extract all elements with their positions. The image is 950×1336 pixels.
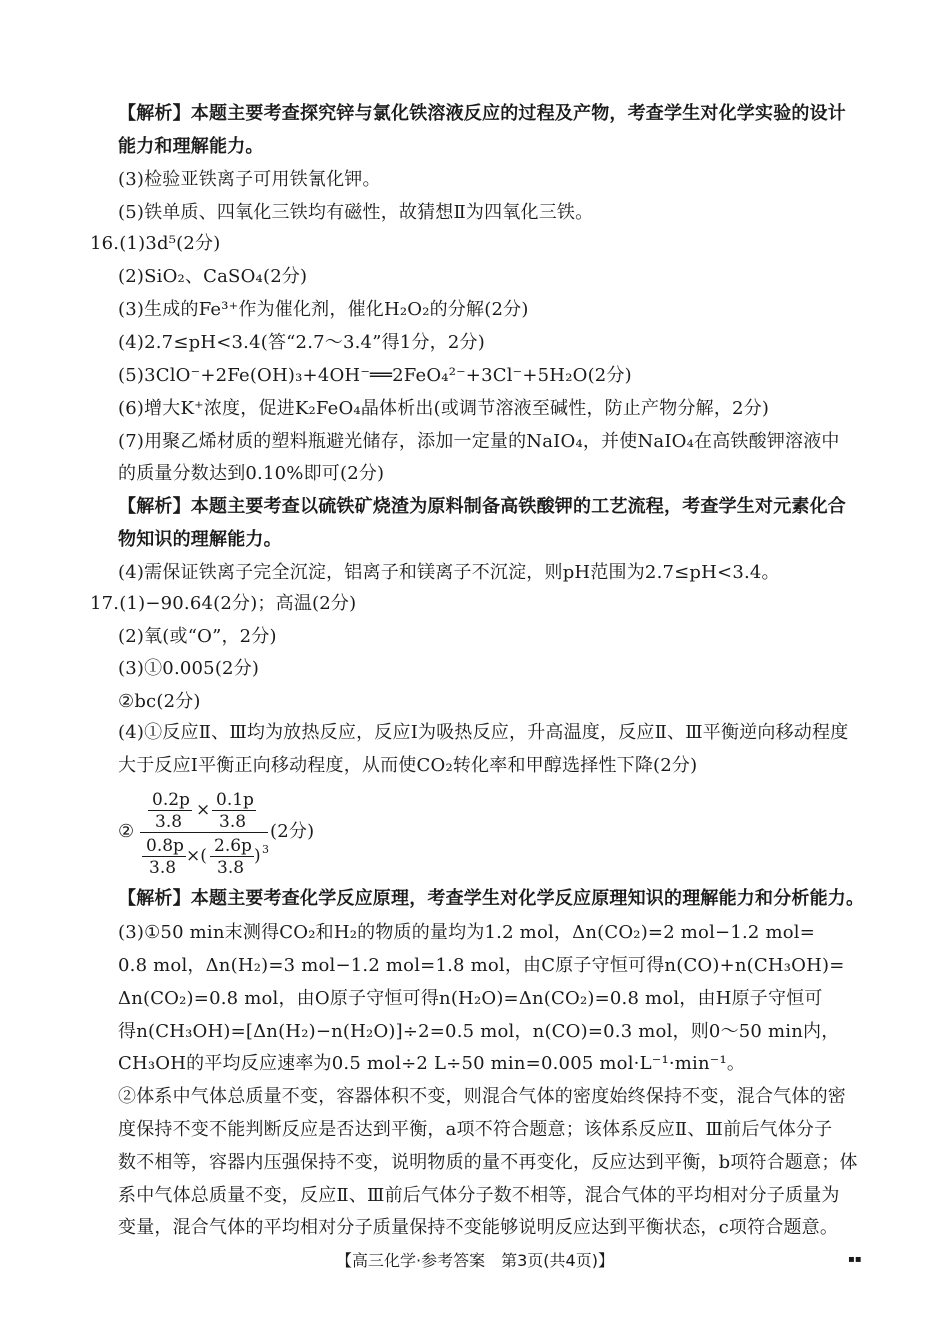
- text-line: 【解析】本题主要考查化学反应原理，考查学生对化学反应原理知识的理解能力和分析能力。: [118, 888, 865, 909]
- formula-label: ②: [118, 821, 135, 842]
- text-line: 变量，混合气体的平均相对分子质量保持不变能够说明反应达到平衡状态，c项符合题意。: [118, 1217, 839, 1238]
- num-a-top: 0.2p: [152, 790, 190, 810]
- text-line: 能力和理解能力。: [118, 136, 264, 157]
- text-line: (3)生成的Fe³⁺作为催化剂，催化H₂O₂的分解(2分): [118, 299, 529, 320]
- main-fraction-bar: [140, 832, 268, 833]
- text-line: ②bc(2分): [118, 691, 201, 712]
- text-line: CH₃OH的平均反应速率为0.5 mol÷2 L÷50 min=0.005 mol·L⁻¹·min⁻¹。: [118, 1053, 746, 1074]
- num-b-top: 0.1p: [216, 790, 254, 810]
- formula-score: (2分): [270, 821, 315, 842]
- text-line: (7)用聚乙烯材质的塑料瓶避光储存，添加一定量的NaIO₄，并使NaIO₄在高铁酸钾溶液中: [118, 431, 840, 452]
- text-line: 【解析】本题主要考查探究锌与氯化铁溶液反应的过程及产物，考查学生对化学实验的设计: [118, 103, 846, 124]
- text-line: (4)①反应Ⅱ、Ⅲ均为放热反应，反应Ⅰ为吸热反应，升高温度，反应Ⅱ、Ⅲ平衡逆向移动程度: [118, 722, 849, 743]
- text-line: 的质量分数达到0.10%即可(2分): [118, 463, 385, 484]
- text-line: 0.8 mol，Δn(H₂)=3 mol−1.2 mol=1.8 mol，由C原子守恒可得n(CO)+n(CH₃OH)=: [118, 955, 845, 976]
- text-line: 系中气体总质量不变，反应Ⅱ、Ⅲ前后气体分子数不相等，混合气体的平均相对分子质量为: [118, 1185, 840, 1206]
- text-line: (6)增大K⁺浓度，促进K₂FeO₄晶体析出(或调节溶液至碱性，防止产物分解，2分): [118, 398, 770, 419]
- den-b-top: 2.6p: [214, 836, 252, 856]
- den-a-top: 0.8p: [146, 836, 184, 856]
- text-line: ②体系中气体总质量不变，容器体积不变，则混合气体的密度始终保持不变，混合气体的密: [118, 1086, 846, 1107]
- den-times: ×(: [186, 846, 207, 866]
- num-a-bot: 3.8: [155, 812, 183, 832]
- text-line: (2)SiO₂、CaSO₄(2分): [118, 266, 308, 287]
- text-line: (3)①0.005(2分): [118, 658, 260, 679]
- num-a-line: [148, 810, 192, 811]
- text-line: (2)氧(或“O”，2分): [118, 626, 277, 647]
- num-b-line: [212, 810, 256, 811]
- text-line: 度保持不变不能判断反应是否达到平衡，a项不符合题意；该体系反应Ⅱ、Ⅲ前后气体分子: [118, 1119, 833, 1140]
- page-footer: 【高三化学·参考答案 第3页(共4页)】: [336, 1251, 614, 1270]
- den-a-bot: 3.8: [149, 858, 177, 878]
- text-line: (4)2.7≤pH<3.4(答“2.7～3.4”得1分，2分): [118, 332, 485, 353]
- text-line: 得n(CH₃OH)=[Δn(H₂)−n(H₂O)]÷2=0.5 mol，n(CO)=0.3 mol，则0～50 min内，: [118, 1021, 840, 1042]
- corner-mark: ▪▪: [848, 1254, 862, 1265]
- text-line: 17.(1)−90.64(2分)；高温(2分): [90, 593, 357, 614]
- den-b-bot: 3.8: [217, 858, 245, 878]
- num-times: ×: [196, 800, 211, 820]
- text-line: 大于反应Ⅰ平衡正向移动程度，从而使CO₂转化率和甲醇选择性下降(2分): [118, 755, 698, 776]
- text-line: 16.(1)3d⁵(2分): [90, 233, 221, 254]
- text-line: (3)①50 min末测得CO₂和H₂的物质的量均为1.2 mol，Δn(CO₂)=2 mol−1.2 mol=: [118, 922, 816, 943]
- den-a-line: [142, 856, 186, 857]
- text-line: 数不相等，容器内压强保持不变，说明物质的量不再变化，反应达到平衡，b项符合题意；体: [118, 1152, 858, 1173]
- den-b-line: [210, 856, 254, 857]
- den-close: ): [254, 846, 261, 866]
- den-exponent: 3: [262, 843, 269, 856]
- text-line: (4)需保证铁离子完全沉淀，铝离子和镁离子不沉淀，则pH范围为2.7≤pH<3.4。: [118, 562, 780, 583]
- text-line: (5)铁单质、四氧化三铁均有磁性，故猜想Ⅱ为四氧化三铁。: [118, 202, 594, 223]
- num-b-bot: 3.8: [219, 812, 247, 832]
- text-line: 【解析】本题主要考查以硫铁矿烧渣为原料制备高铁酸钾的工艺流程，考查学生对元素化合: [118, 496, 846, 517]
- text-line: Δn(CO₂)=0.8 mol，由O原子守恒可得n(H₂O)=Δn(CO₂)=0.8 mol，由H原子守恒可: [118, 988, 823, 1009]
- text-line: 物知识的理解能力。: [118, 529, 282, 550]
- text-line: (3)检验亚铁离子可用铁氰化钾。: [118, 169, 381, 190]
- text-line: (5)3ClO⁻+2Fe(OH)₃+4OH⁻══2FeO₄²⁻+3Cl⁻+5H₂O(2分): [118, 365, 632, 386]
